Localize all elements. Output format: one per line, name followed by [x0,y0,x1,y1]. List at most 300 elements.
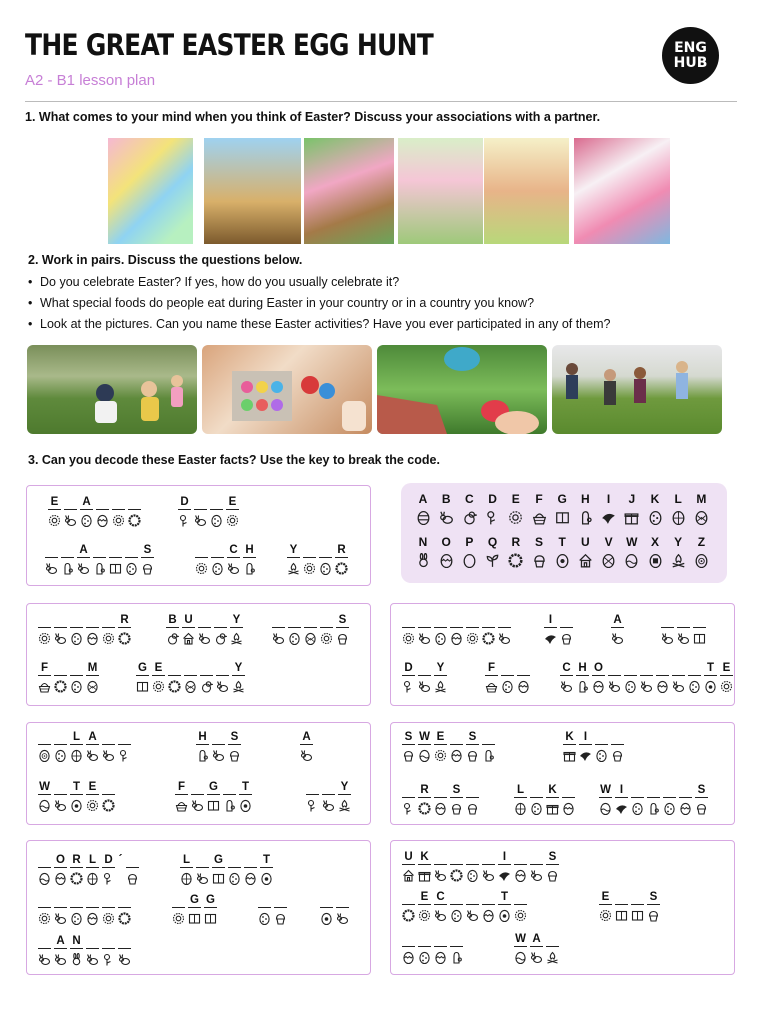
letter-blank [228,853,241,868]
key-letter: R [511,535,521,549]
flower-icon [118,749,131,762]
letter-hint: W [600,784,611,796]
letter-hint: A [80,495,93,510]
egg-zigzag-icon [54,872,67,885]
key-cell-m [690,492,712,527]
ring-icon [70,872,83,885]
letter-blank [38,730,51,745]
gift-icon [621,507,643,527]
bunny-icon [118,953,131,966]
key-cell-s [528,535,550,570]
key-letter: V [604,535,613,549]
letter-blank [663,783,676,798]
bunny-icon [677,632,690,645]
letter-blank [70,613,83,628]
bunny-icon [498,632,511,645]
key-cell-k [644,492,666,527]
bunny-icon [227,562,240,575]
egg-grid-icon [667,507,689,527]
bonfire-icon [287,562,300,575]
bunny-icon [530,951,543,964]
key-cell-a [412,492,434,527]
bunny-icon [418,680,431,693]
basket-icon [175,799,188,812]
egg-dots-icon [70,680,83,693]
cupcake-icon [466,802,479,815]
egg-grid-icon [514,802,527,815]
letter-blank [304,613,317,628]
letter-blank [418,932,431,947]
gift-icon [563,749,576,762]
bunny-icon [272,632,285,645]
bunny-tail-icon [93,562,106,575]
cupcake-icon [450,802,463,815]
key-cell-u [574,535,596,570]
letter-blank [126,853,139,868]
letter-hint: I [498,850,511,865]
egg-dots-icon [54,749,67,762]
letter-blank [530,850,543,865]
gift-icon [546,802,559,815]
bonfire-icon [338,799,351,812]
letter-blank [96,495,109,510]
egg-dots-icon [595,749,608,762]
flower-icon [102,872,115,885]
coded-word [38,613,131,645]
key-letter: C [465,492,474,506]
key-cell-x [644,535,666,570]
letter-hint: D [102,853,115,868]
letter-blank [322,780,335,795]
letter-hint: S [695,783,708,798]
bunny-icon [434,869,447,882]
bird-icon [598,507,620,527]
coded-word [306,780,351,812]
letter-blank [640,661,653,676]
egg-wave-icon [38,799,51,812]
letter-blank [418,613,431,628]
letter-blank [501,661,514,676]
coded-word [196,730,241,762]
bird-icon [615,802,628,815]
egg-wave-icon [38,872,51,885]
coded-word [38,730,131,762]
easter-letter-r [574,138,670,244]
wreath-icon [38,632,51,645]
egg-spotted-icon [70,799,83,812]
cupcake-icon [647,909,660,922]
ring-icon [418,802,431,815]
letter-blank [210,495,223,510]
letter-blank [624,661,637,676]
bunny-icon [86,749,99,762]
letter-blank [70,893,83,908]
bunny-tail-icon [61,562,74,575]
key-cell-z [690,535,712,570]
egg-zigzag-icon [450,749,463,762]
egg-zigzag-icon [562,802,575,815]
coded-word [300,730,313,762]
coded-word [402,783,479,815]
question-2-bullet-3: • Look at the pictures. Can you name these Easter activities? Have you ever participated in any of them? [40,317,610,331]
cupcake-icon [611,749,624,762]
question-2-bullet-1: • Do you celebrate Easter? If yes, how do you usually celebrate it? [40,275,399,289]
ring-icon [128,514,141,527]
bunny-icon [672,680,685,693]
letter-blank [102,780,115,795]
letter-blank [70,661,83,676]
letter-hint: K [418,850,431,865]
basket-icon [38,680,51,693]
letter-hint: C [560,661,573,676]
letter-hint: H [576,661,589,676]
bunny-icon [640,680,653,693]
letter-hint: M [87,662,98,674]
letter-blank [418,661,431,676]
egg-spotted-icon [551,550,573,570]
key-cell-i [598,492,620,527]
house-icon [402,869,415,882]
bunny-icon [198,632,211,645]
letter-hint: G [136,661,149,676]
key-letter: J [628,492,636,506]
letter-blank [38,613,51,628]
bunny-tail-icon [574,507,596,527]
bunny-tail-icon [482,749,495,762]
letter-hint: ´ [118,854,123,866]
photo-hands-with-eggs [377,345,547,434]
key-cell-p [458,535,480,570]
letter-hint: R [118,613,131,628]
letter-hint: F [485,661,498,676]
letter-blank [693,613,706,628]
egg-zigzag-icon [402,951,415,964]
bunny-icon [194,514,207,527]
letter-blank [102,613,115,628]
ring-icon [482,632,495,645]
bonfire-icon [667,550,689,570]
bunny-icon [418,632,431,645]
letter-hint: W [39,781,50,793]
egg-zigzag-icon [434,951,447,964]
letter-blank [546,932,559,947]
letter-hint: I [579,730,592,745]
letter-blank [93,543,106,558]
coded-word [599,783,708,815]
key-letter: O [441,535,451,549]
wreath-icon [38,912,51,925]
letter-blank [320,893,333,908]
letter-hint: S [402,730,415,745]
bunny-icon [77,562,90,575]
flower-icon [402,802,415,815]
bunny-icon [86,953,99,966]
bonfire-icon [230,632,243,645]
chick-icon [214,632,227,645]
letter-hint: C [227,543,240,558]
easter-letter-a [204,138,301,244]
letter-blank [54,613,67,628]
coded-word [166,613,243,645]
house-icon [574,550,596,570]
letter-hint: G [188,893,201,908]
egg-zigzag-icon [592,680,605,693]
letter-hint: S [647,890,660,905]
wreath-icon [86,799,99,812]
wreath-icon [466,632,479,645]
letter-blank [86,934,99,949]
key-cell-j [621,492,643,527]
bonfire-icon [434,680,447,693]
letter-hint: A [86,730,99,745]
egg-striped-icon [412,507,434,527]
letter-blank [211,543,224,558]
letter-hint: L [70,730,83,745]
key-letter: Z [697,535,706,549]
coded-word [599,890,660,922]
spacer [118,872,123,885]
wreath-icon [48,514,61,527]
letter-hint: Y [338,780,351,795]
letter-blank [216,661,229,676]
egg-zigzag-icon [482,909,495,922]
letter-hint: W [419,731,430,743]
letter-hint: L [180,853,193,868]
egg-spotted-icon [260,872,273,885]
question-1: 1. What comes to your mind when you think of Easter? Discuss your associations with a partner. [25,110,601,124]
ring-icon [505,550,527,570]
key-letter: E [511,492,520,506]
key-letter: N [418,535,428,549]
letter-blank [64,495,77,510]
ring-icon [118,912,131,925]
wreath-icon [599,909,612,922]
letter-blank [54,661,67,676]
key-letter: X [650,535,659,549]
bonfire-icon [546,951,559,964]
letter-blank [402,613,415,628]
cupcake-icon [141,562,154,575]
wreath-icon [720,680,733,693]
letter-blank [125,543,138,558]
letter-blank [320,613,333,628]
key-cell-c [458,492,480,527]
egg-ornate-icon [38,749,51,762]
easter-letter-e1 [108,138,193,244]
easter-photo-collage [108,138,660,244]
letter-hint: T [70,780,83,795]
letter-blank [517,661,530,676]
key-letter: S [534,535,543,549]
bunny-tail-icon [243,562,256,575]
bunny-icon [466,909,479,922]
letter-hint: D [178,495,191,510]
egg-zigzag-icon [86,912,99,925]
egg-dots-icon [210,514,223,527]
egg-dots-icon [70,912,83,925]
letter-blank [450,932,463,947]
letter-blank [196,853,209,868]
letter-hint: K [563,730,576,745]
egg-dots-icon [530,802,543,815]
key-letter: U [581,535,590,549]
letter-blank [450,890,463,905]
bunny-icon [608,680,621,693]
coded-word [38,780,115,812]
chick-icon [200,680,213,693]
logo-line-1: ENG [674,39,707,56]
letter-hint: T [260,853,273,868]
key-cell-o [435,535,457,570]
letter-blank [128,495,141,510]
cupcake-icon [402,749,415,762]
book-icon [204,912,217,925]
ring-icon [118,632,131,645]
bunny-icon [322,799,335,812]
letter-blank [45,543,58,558]
letter-hint: K [546,783,559,798]
flower-icon [178,514,191,527]
photo-egg-spoon-race [552,345,722,434]
egg-dots-icon [228,872,241,885]
key-cell-h [574,492,596,527]
egg-zigzag-icon [434,802,447,815]
cupcake-icon [228,749,241,762]
letter-blank [272,613,285,628]
coded-word [402,850,559,882]
egg-zigzag-icon [244,872,257,885]
letter-blank [102,893,115,908]
letter-blank [172,893,185,908]
letter-blank [434,850,447,865]
egg-dots-icon [418,951,431,964]
key-letter: Y [674,535,683,549]
coded-word [544,613,573,645]
easter-letter-t [398,138,483,244]
letter-blank [482,850,495,865]
letter-blank [54,730,67,745]
coded-word [485,661,530,693]
coded-word [178,495,239,527]
letter-hint: A [54,934,67,949]
egg-dots-icon [631,802,644,815]
letter-blank [631,890,644,905]
egg-wave-icon [599,802,612,815]
letter-hint: E [86,780,99,795]
coded-word [287,543,348,575]
bird-icon [498,869,511,882]
bunny-icon [196,872,209,885]
wreath-icon [172,912,185,925]
letter-hint: U [402,850,415,865]
letter-blank [38,893,51,908]
letter-blank [402,783,415,798]
coded-word [402,613,511,645]
letter-blank [466,613,479,628]
house-icon [182,632,195,645]
egg-spotted-icon [498,909,511,922]
letter-hint: L [514,783,527,798]
letter-blank [677,613,690,628]
coded-word [38,934,131,966]
letter-blank [482,730,495,745]
egg-ornate-icon [690,550,712,570]
letter-hint: E [418,890,431,905]
wreath-icon [402,632,415,645]
key-cell-t [551,535,573,570]
letter-blank [194,495,207,510]
coded-word [180,853,273,885]
letter-hint: S [228,730,241,745]
book-icon [109,562,122,575]
letter-hint: A [300,730,313,745]
book-icon [615,909,628,922]
coded-word [661,613,706,645]
letter-blank [672,661,685,676]
letter-hint: S [336,613,349,628]
letter-blank [306,780,319,795]
letter-blank [450,850,463,865]
egg-dots-icon [288,632,301,645]
letter-blank [38,853,51,868]
egg-spotted-icon [239,799,252,812]
letter-blank [434,932,447,947]
book-icon [207,799,220,812]
ring-icon [402,909,415,922]
bunny-head-icon [70,953,83,966]
egg-wave-icon [621,550,643,570]
letter-hint: U [182,613,195,628]
cupcake-icon [560,632,573,645]
coded-word [136,661,245,693]
letter-blank [200,661,213,676]
letter-blank [530,783,543,798]
egg-dots-icon [319,562,332,575]
letter-blank [288,613,301,628]
letter-blank [647,783,660,798]
question-2-bullet-2: • What special foods do people eat during Easter in your country or in a country you know? [40,296,534,310]
egg-zigzag-icon [514,869,527,882]
key-letter: A [418,492,428,506]
letter-hint: S [466,730,479,745]
key-cell-f [528,492,550,527]
letter-blank [184,661,197,676]
letter-blank [611,730,624,745]
question-2: 2. Work in pairs. Discuss the questions below. [28,253,303,267]
letter-blank [562,783,575,798]
egg-checked-icon [644,550,666,570]
book-icon [136,680,149,693]
cupcake-icon [466,749,479,762]
coded-word [563,730,624,762]
letter-hint: D [402,661,415,676]
letter-blank [319,543,332,558]
wreath-icon [112,514,125,527]
letter-hint: T [704,661,717,676]
letter-hint: R [70,853,83,868]
letter-hint: H [196,730,209,745]
flower-icon [306,799,319,812]
bird-icon [579,749,592,762]
letter-hint: E [48,495,61,510]
gift-icon [418,869,431,882]
bunny-icon [435,507,457,527]
egg-grid-icon [180,872,193,885]
header-divider [25,101,737,102]
bunny-icon [102,749,115,762]
letter-hint: A [77,543,90,558]
bunny-tail-icon [196,749,209,762]
